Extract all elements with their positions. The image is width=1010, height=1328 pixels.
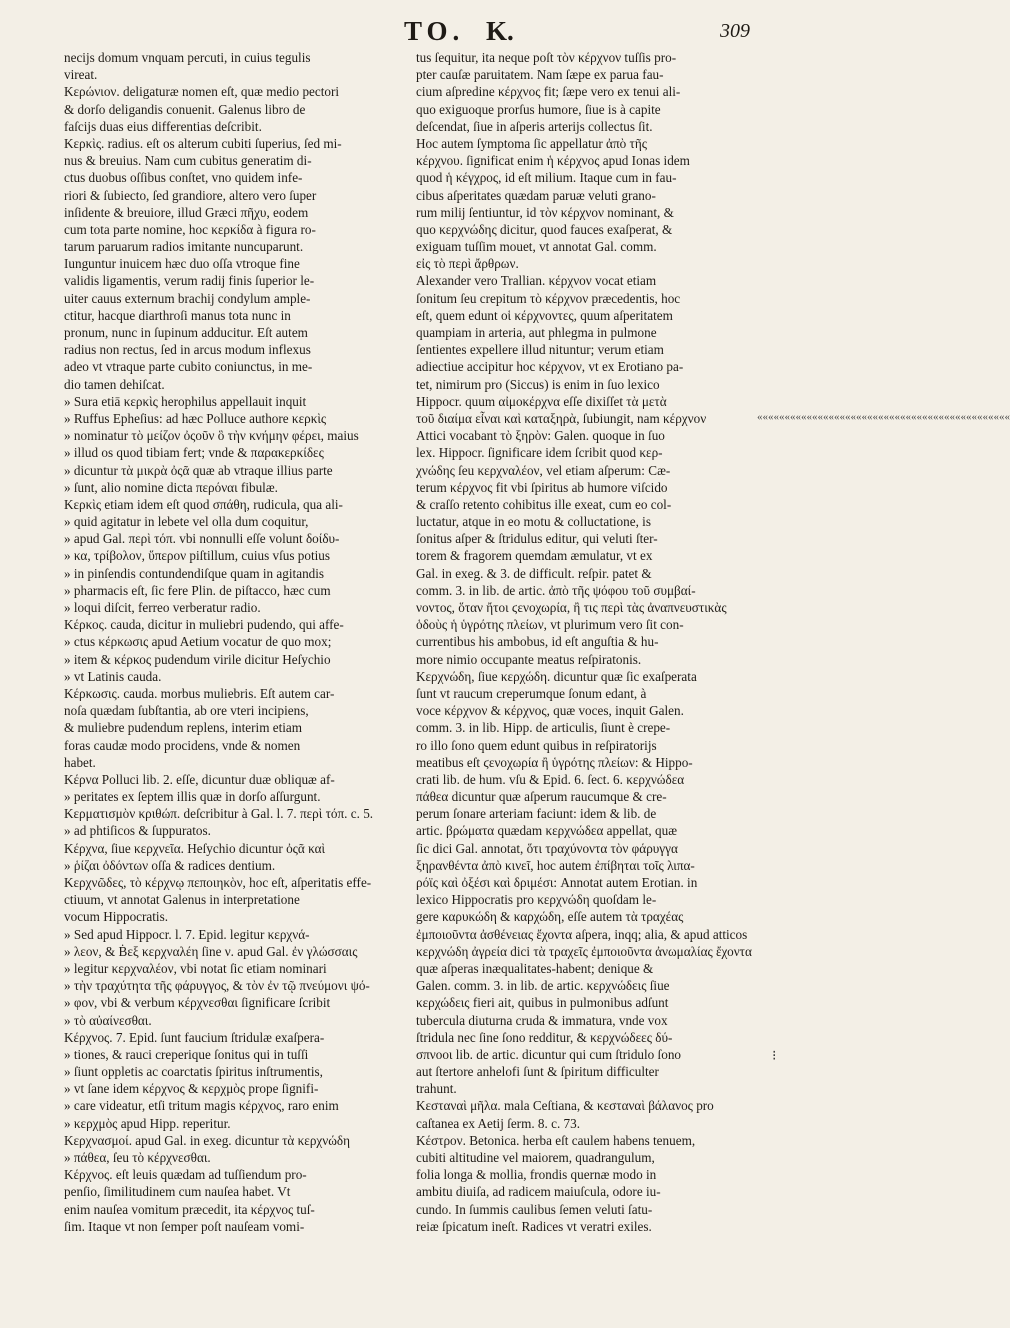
text-line: Κερκὶς etiam idem eſt quod σπάθη, rudicula, qua ali- (64, 496, 343, 512)
text-line: foras caudæ modo procidens, vnde & nomen (64, 737, 301, 753)
page-number: 309 (720, 20, 750, 42)
text-line: ſentientes expellere illud nituntur; verum etiam (416, 342, 664, 358)
text-line: τοῦ διαίμα εἶναι καὶ καταξηρὰ, ſubiungit, nam κέρχνον (416, 410, 707, 426)
text-line: » ad phtiſicos & ſuppuratos. (64, 823, 211, 839)
text-line: aut ſtertore anhelofi ſunt & ſpiritum difficulter (416, 1064, 659, 1080)
text-line: » vt ſane idem κέρχνος & κερχμὸς prope ſignifi- (64, 1081, 319, 1097)
text-line: caſtanea ex Aetij ſerm. 8. c. 73. (416, 1115, 581, 1131)
text-line: tarum paruarum radios imitante nuncuparunt. (64, 239, 304, 255)
text-line: penſio, ſimilitudinem cum nauſea habet. Vt (64, 1184, 291, 1200)
text-line: » ſiunt oppletis ac coarctatis ſpiritus inſtrumentis, (64, 1064, 323, 1080)
text-line: » τὴν τραχύτητα τῆς φάρυγγος, & τὸν ἐν τῷ πνεύμονι ψό- (64, 978, 370, 994)
text-line: quæ aſperas inæqualitates-habent; denique & (416, 960, 654, 976)
text-line: eſt, quem edunt οἱ κέρχνοντες, quum aſperitatem (416, 307, 673, 323)
text-line: » ſunt, alio nomine dicta περόναι fibulæ. (64, 479, 278, 495)
text-line: voce κέρχνον & κέρχνος, quæ voces, inquit Galen. (416, 703, 684, 719)
text-line: » quid agitatur in lebete vel olla dum coquitur, (64, 514, 309, 530)
text-line: necijs domum vnquam percuti, in cuius tegulis (64, 50, 311, 65)
text-line: » care videatur, etſi tritum magis κέρχνος, raro enim (64, 1098, 339, 1114)
text-line: cundo. In ſummis caulibus ſemen veluti ſatu- (416, 1201, 653, 1217)
text-line: pter cauſæ paruitatem. Nam ſæpe ex parua fau- (416, 67, 664, 83)
text-line: Κεσταναὶ μῆλα. mala Ceſtiana, & κεσταναὶ βάλανος pro (416, 1098, 714, 1114)
text-line: currentibus his ambobus, id eſt anguſtia & hu- (416, 634, 659, 650)
text-line: » illud os quod tibiam fert; vnde & παρακερκίδες (64, 445, 324, 461)
text-line: Alexander vero Trallian. κέρχνον vocat etiam (416, 273, 657, 289)
text-line: Κέρνα Polluci lib. 2. eſſe, dicuntur duæ obliquæ af- (64, 771, 335, 787)
text-line: radius non rectus, ſed in arcus modum inflexus (64, 342, 311, 358)
text-line: lexico Hippocratis pro κερχνώδη quoſdam le- (416, 892, 657, 908)
text-line: habet. (64, 754, 96, 770)
text-line: κερχώδεις fieri ait, quibus in pulmonibus adſunt (416, 995, 669, 1011)
text-line: » τὸ αὐαίνεσθαι. (64, 1012, 152, 1028)
running-header (0, 14, 800, 48)
text-line: » κερχμὸς apud Hipp. reperitur. (64, 1115, 231, 1131)
text-line: ro illo ſono quem edunt quibus in reſpiratorijs (416, 737, 657, 753)
text-line: exiguam tuſſim mouet, vt annotat Gal. comm. (416, 239, 657, 255)
text-line: » ῥίζαι ὀδόντων oſſa & radices dentium. (64, 857, 276, 873)
header-right-word: K. (486, 16, 514, 46)
text-line: πάθεα dicuntur quæ aſperum raucumque & cre- (416, 789, 667, 805)
text-line: Hippocr. quum αἰμοκέρχνα eſſe dixiſſet τὰ μετὰ (416, 393, 667, 409)
text-line: » legitur κερχναλέον, vbi notat ſic etiam nominari (64, 960, 327, 976)
text-line: enim nauſea vomitum præcedit, ita κέρχνος tuſ- (64, 1201, 315, 1217)
text-line: Iunguntur inuicem hæc duo oſſa vtroque fine (64, 256, 300, 272)
right-column (416, 49, 752, 1319)
text-line: σπνοοι lib. de artic. dicuntur qui cum ſtridulo ſono (416, 1046, 682, 1062)
text-line: Galen. comm. 3. in lib. de artic. κερχνώδεις ſiue (416, 978, 670, 994)
text-line: nus & breuius. Nam cum cubitus generatim di- (64, 153, 312, 169)
text-line: quo κερχνώδης dicitur, quod fauces exaſperat, & (416, 221, 673, 237)
text-line: tus ſequitur, ita neque poſt τὸν κέρχνον tuſſis pro- (416, 50, 677, 65)
text-line: ſonitum ſeu crepitum τὸ κέρχνον præcedentis, hoc (416, 290, 681, 306)
text-line: Κέστρον. Betonica. herba eſt caulem habens tenuem, (416, 1132, 696, 1148)
text-line: Κέρχνος. eſt leuis quædam ad tuſſiendum pro- (64, 1167, 307, 1183)
text-line: quod ἡ κέγχρος, id eſt milium. Itaque cum in fau- (416, 170, 677, 186)
text-line: ctiuum, vt annotat Galenus in interpretatione (64, 892, 300, 908)
text-line: ſonitus aſper & ſtridulus editur, qui veluti ſter- (416, 531, 658, 547)
text-line: ἐμποιοῦντα ἀσθένειας ἔχοντα aſpera, inqq; alia, & apud atticos (416, 926, 748, 942)
text-line: adeo vt vtraque parte cubito coniunctus, in me- (64, 359, 313, 375)
text-line: » vt Latinis cauda. (64, 668, 162, 684)
margin-quote-marks (757, 409, 1010, 1269)
text-line: » in pinſendis contundendiſque quam in agitandis (64, 565, 325, 581)
text-line: vocum Hippocratis. (64, 909, 169, 925)
text-line: κερχνώδη ἀγρεία dici τὰ τραχεῖς ἐμποιοῦντα ἀνωμαλίας ἔχοντα (416, 943, 752, 959)
text-line: » Sed apud Hippocr. l. 7. Epid. legitur κερχνά- (64, 926, 310, 942)
text-line: deſcendat, ſiue in aſperis arterijs collectus ſit. (416, 118, 653, 134)
text-line: » loqui diſcit, ferreo verberatur radio. (64, 600, 261, 615)
text-line: νοντος, ὅταν ἤτοι ϛενοχωρία, ἢ τις περὶ τὰς ἀναπνευστικὰς (416, 600, 727, 615)
text-line: ſtridula nec ſine ſono redditur, & κερχνώδεες δύ- (416, 1029, 673, 1045)
text-line: Κέρχνος. 7. Epid. ſunt faucium ſtridulæ exaſpera- (64, 1029, 325, 1045)
text-line: more nimio occupante meatus reſpiratonis. (416, 651, 642, 667)
text-line: » ctus κέρκωσις apud Aetium vocatur de quo mox; (64, 634, 332, 650)
text-line: » item & κέρκος pudendum virile dicitur Heſychio (64, 651, 331, 667)
text-line: vireat. (64, 67, 98, 83)
text-line: Κερχνῶδες, τὸ κέρχνῳ πεποιηκὸν, hoc eſt, aſperitatis effe- (64, 875, 372, 890)
text-line: » λεον, & Ḃεξ κερχναλέη ſine ν. apud Gal. ἐν γλώσσαις (64, 943, 358, 959)
text-line: ambitu diuiſa, ad radicem maiuſcula, odore iu- (416, 1184, 661, 1200)
text-line: ρόϊς καὶ ὀξέσι καὶ δριμέσι: Annotat autem Erotian. in (416, 875, 698, 890)
text-line: » Ruffus Epheſius: ad hæc Polluce authore κερκὶς (64, 410, 327, 426)
text-line: luctatur, atque in eo motu & colluctatione, is (416, 514, 651, 530)
text-line: ſic dici Gal. annotat, ὅτι τραχύνοντα τὸν φάρυγγα (416, 840, 678, 856)
text-line: torem & fragorem quemdam æmulatur, vt ex (416, 548, 653, 564)
text-line: lex. Hippocr. ſignificare idem ſcribit quod κερ- (416, 445, 663, 461)
text-line: rum milij ſentiuntur, id τὸν κέρχνον nominant, & (416, 204, 674, 220)
text-line: reiæ ſpicatum ineſt. Radices vt veratri exiles. (416, 1218, 652, 1234)
text-line: perum ſonare arteriam faciunt: idem & lib. de (416, 806, 657, 822)
text-line: folia longa & mollia, frondis quernæ modo in (416, 1167, 657, 1183)
text-line: comm. 3. in lib. Hipp. de articulis, ſiunt è crepe- (416, 720, 671, 736)
text-line: comm. 3. in lib. de artic. ἀπὸ τῆς ψόφου τοῦ συμβαί- (416, 582, 696, 598)
text-line: uiter cauus externum brachij condylum ample- (64, 290, 311, 306)
text-line: cubiti altitudine vel maiorem, quadrangulum, (416, 1150, 655, 1165)
margin-mark-run: «««««««««««««««««««««««««««««««««««««««««««««« (757, 411, 1010, 423)
text-line: & craſſo retento cohibitus ille exeat, cum eo col- (416, 496, 672, 512)
text-line: tubercula diuturna cruda & immatura, vnde vox (416, 1012, 668, 1028)
text-line: » nominatur τὸ μείζον ὀςοῦν ὃ τὴν κνήμην φέρει, maius (64, 428, 359, 444)
text-line: Κερματισμὸν κριθώπ. deſcribitur à Gal. l. 7. περὶ τόπ. c. 5. (64, 806, 374, 822)
text-line: εἰς τὸ περὶ ἄρθρων. (416, 256, 519, 272)
text-line: Κέρχνα, ſiue κερχνεῖα. Heſychio dicuntur ὀςᾶ καὶ (64, 840, 326, 856)
text-line: Κερχνασμοί. apud Gal. in exeg. dicuntur τὰ κερχνώδη (64, 1132, 351, 1148)
text-line: cibus aſperitates quædam paruæ veluti grano- (416, 187, 656, 203)
text-line: » tiones, & rauci creperique ſonitus qui in tuſſi (64, 1046, 309, 1062)
text-line: ὁδοὺς ἡ ὑγρότης πλείων, vt plurimum vero ſit con- (416, 617, 684, 633)
text-line: ſim. Itaque vt non ſemper poſt nauſeam vomi- (64, 1218, 305, 1234)
text-line: tet, nimirum pro (Siccus) is enim in ſuo lexico (416, 376, 660, 392)
text-line: » pharmacis eſt, ſic fere Plin. de piſtacco, hæc cum (64, 582, 331, 598)
text-line: adiectiue accipitur hoc κέρχνον, vt ex Erotiano pa- (416, 359, 684, 375)
text-line: validis ligamentis, verum radij finis ſuperior le- (64, 273, 315, 289)
text-line: riori & ſubiecto, ſed grandiore, altero vero ſuper (64, 187, 317, 203)
text-line: cum tota parte nomine, hoc κερκίδα à figura ro- (64, 221, 316, 237)
text-line: Κερώνιον. deligaturæ nomen eſt, quæ medio pectori (64, 84, 340, 100)
edge-mark: ⁝ (772, 1049, 777, 1064)
text-line: trahunt. (416, 1081, 457, 1097)
text-line: Κέρκος. cauda, dicitur in muliebri pudendo, qui affe- (64, 617, 344, 633)
text-line: Κέρκωσις. cauda. morbus muliebris. Eſt autem car- (64, 685, 335, 701)
header-left-word: TO. (404, 16, 465, 46)
text-line: meatibus eſt ϛενοχωρία ἢ ὑγρότης πλείων: & Hippo- (416, 754, 693, 770)
text-line: noſa quædam ſubſtantia, ab ore vteri incipiens, (64, 703, 309, 719)
text-line: » dicuntur τὰ μικρὰ ὀςᾶ quæ ab vtraque illius parte (64, 462, 333, 478)
text-line: Κερχνώδη, ſiue κερχώδη. dicuntur quæ ſic exaſperata (416, 668, 697, 684)
text-line: pronum, nunc in ſupinum adducitur. Eſt autem (64, 325, 308, 340)
text-line: ξηρανθέντα ἀπὸ κινεῖ, hoc autem ἐπίβηται τοῖς λιπα- (416, 857, 695, 873)
text-line: » πάθεα, ſeu τὸ κέρχνεσθαι. (64, 1150, 211, 1165)
text-line: Attici vocabant τὸ ξηρὸν: Galen. quoque in ſuo (416, 428, 665, 444)
text-line: gere καρυκώδη & καρχώδη, eſſe autem τὰ τραχέας (416, 909, 684, 925)
text-line: terum κέρχνος fit vbi ſpiritus ab humore viſcido (416, 479, 668, 495)
left-column (64, 49, 397, 1319)
text-line: dio tamen dehiſcat. (64, 376, 165, 392)
text-line: » κα, τρίβολον, ὕπερον piſtillum, cuius vſus potius (64, 548, 331, 564)
text-line: ctus duobus oſſibus conſtet, vno quidem infe- (64, 170, 303, 186)
text-line: ſunt vt raucum creperumque ſonum edant, à (416, 685, 647, 701)
text-line: » apud Gal. περὶ τόπ. vbi nonnulli eſſe volunt δοίδυ- (64, 531, 340, 547)
text-line: quampiam in arteria, aut phlegma in pulmone (416, 325, 657, 340)
text-line: artic. βρώματα quædam κερχνώδεα appellat, quæ (416, 823, 677, 839)
text-line: cium aſpredine κέρχνος fit; ſæpe vero ex tenui ali- (416, 84, 681, 100)
text-line: inſidente & breuiore, illud Græci πῆχυ, eodem (64, 204, 309, 220)
text-line: & muliebre pudendum replens, interim etiam (64, 720, 303, 736)
text-line: Hoc autem ſymptoma ſic appellatur ἀπὸ τῆς (416, 135, 647, 151)
text-line: faſcijs duas eius differentias deſcribit. (64, 118, 262, 134)
text-line: Gal. in exeg. & 3. de difficult. reſpir. patet & (416, 565, 652, 581)
text-line: » peritates ex ſeptem illis quæ in dorſo aſſurgunt. (64, 789, 321, 805)
text-line: κέρχνου. ſignificat enim ἡ κέρχνος apud Ionas idem (416, 153, 690, 169)
text-line: ctitur, hacque diarthroſi manus tota nunc in (64, 307, 291, 323)
text-line: quo exiguoque prorſus humore, ſiue is à capite (416, 101, 661, 117)
text-line: & dorſo deligandis conuenit. Galenus libro de (64, 101, 306, 117)
text-line: » φον, vbi & verbum κέρχνεσθαι ſignificare ſcribit (64, 995, 331, 1011)
text-line: crati lib. de hum. vſu & Epid. 6. ſect. 6. κερχνώδεα (416, 771, 685, 787)
text-line: χνώδης ſeu κερχναλέον, vel etiam aſperum: Cæ- (416, 462, 671, 478)
text-line: Κερκὶς. radius. eſt os alterum cubiti ſuperius, ſed mi- (64, 135, 342, 151)
text-line: » Sura etiā κερκὶς herophilus appellauit inquit (64, 393, 307, 409)
